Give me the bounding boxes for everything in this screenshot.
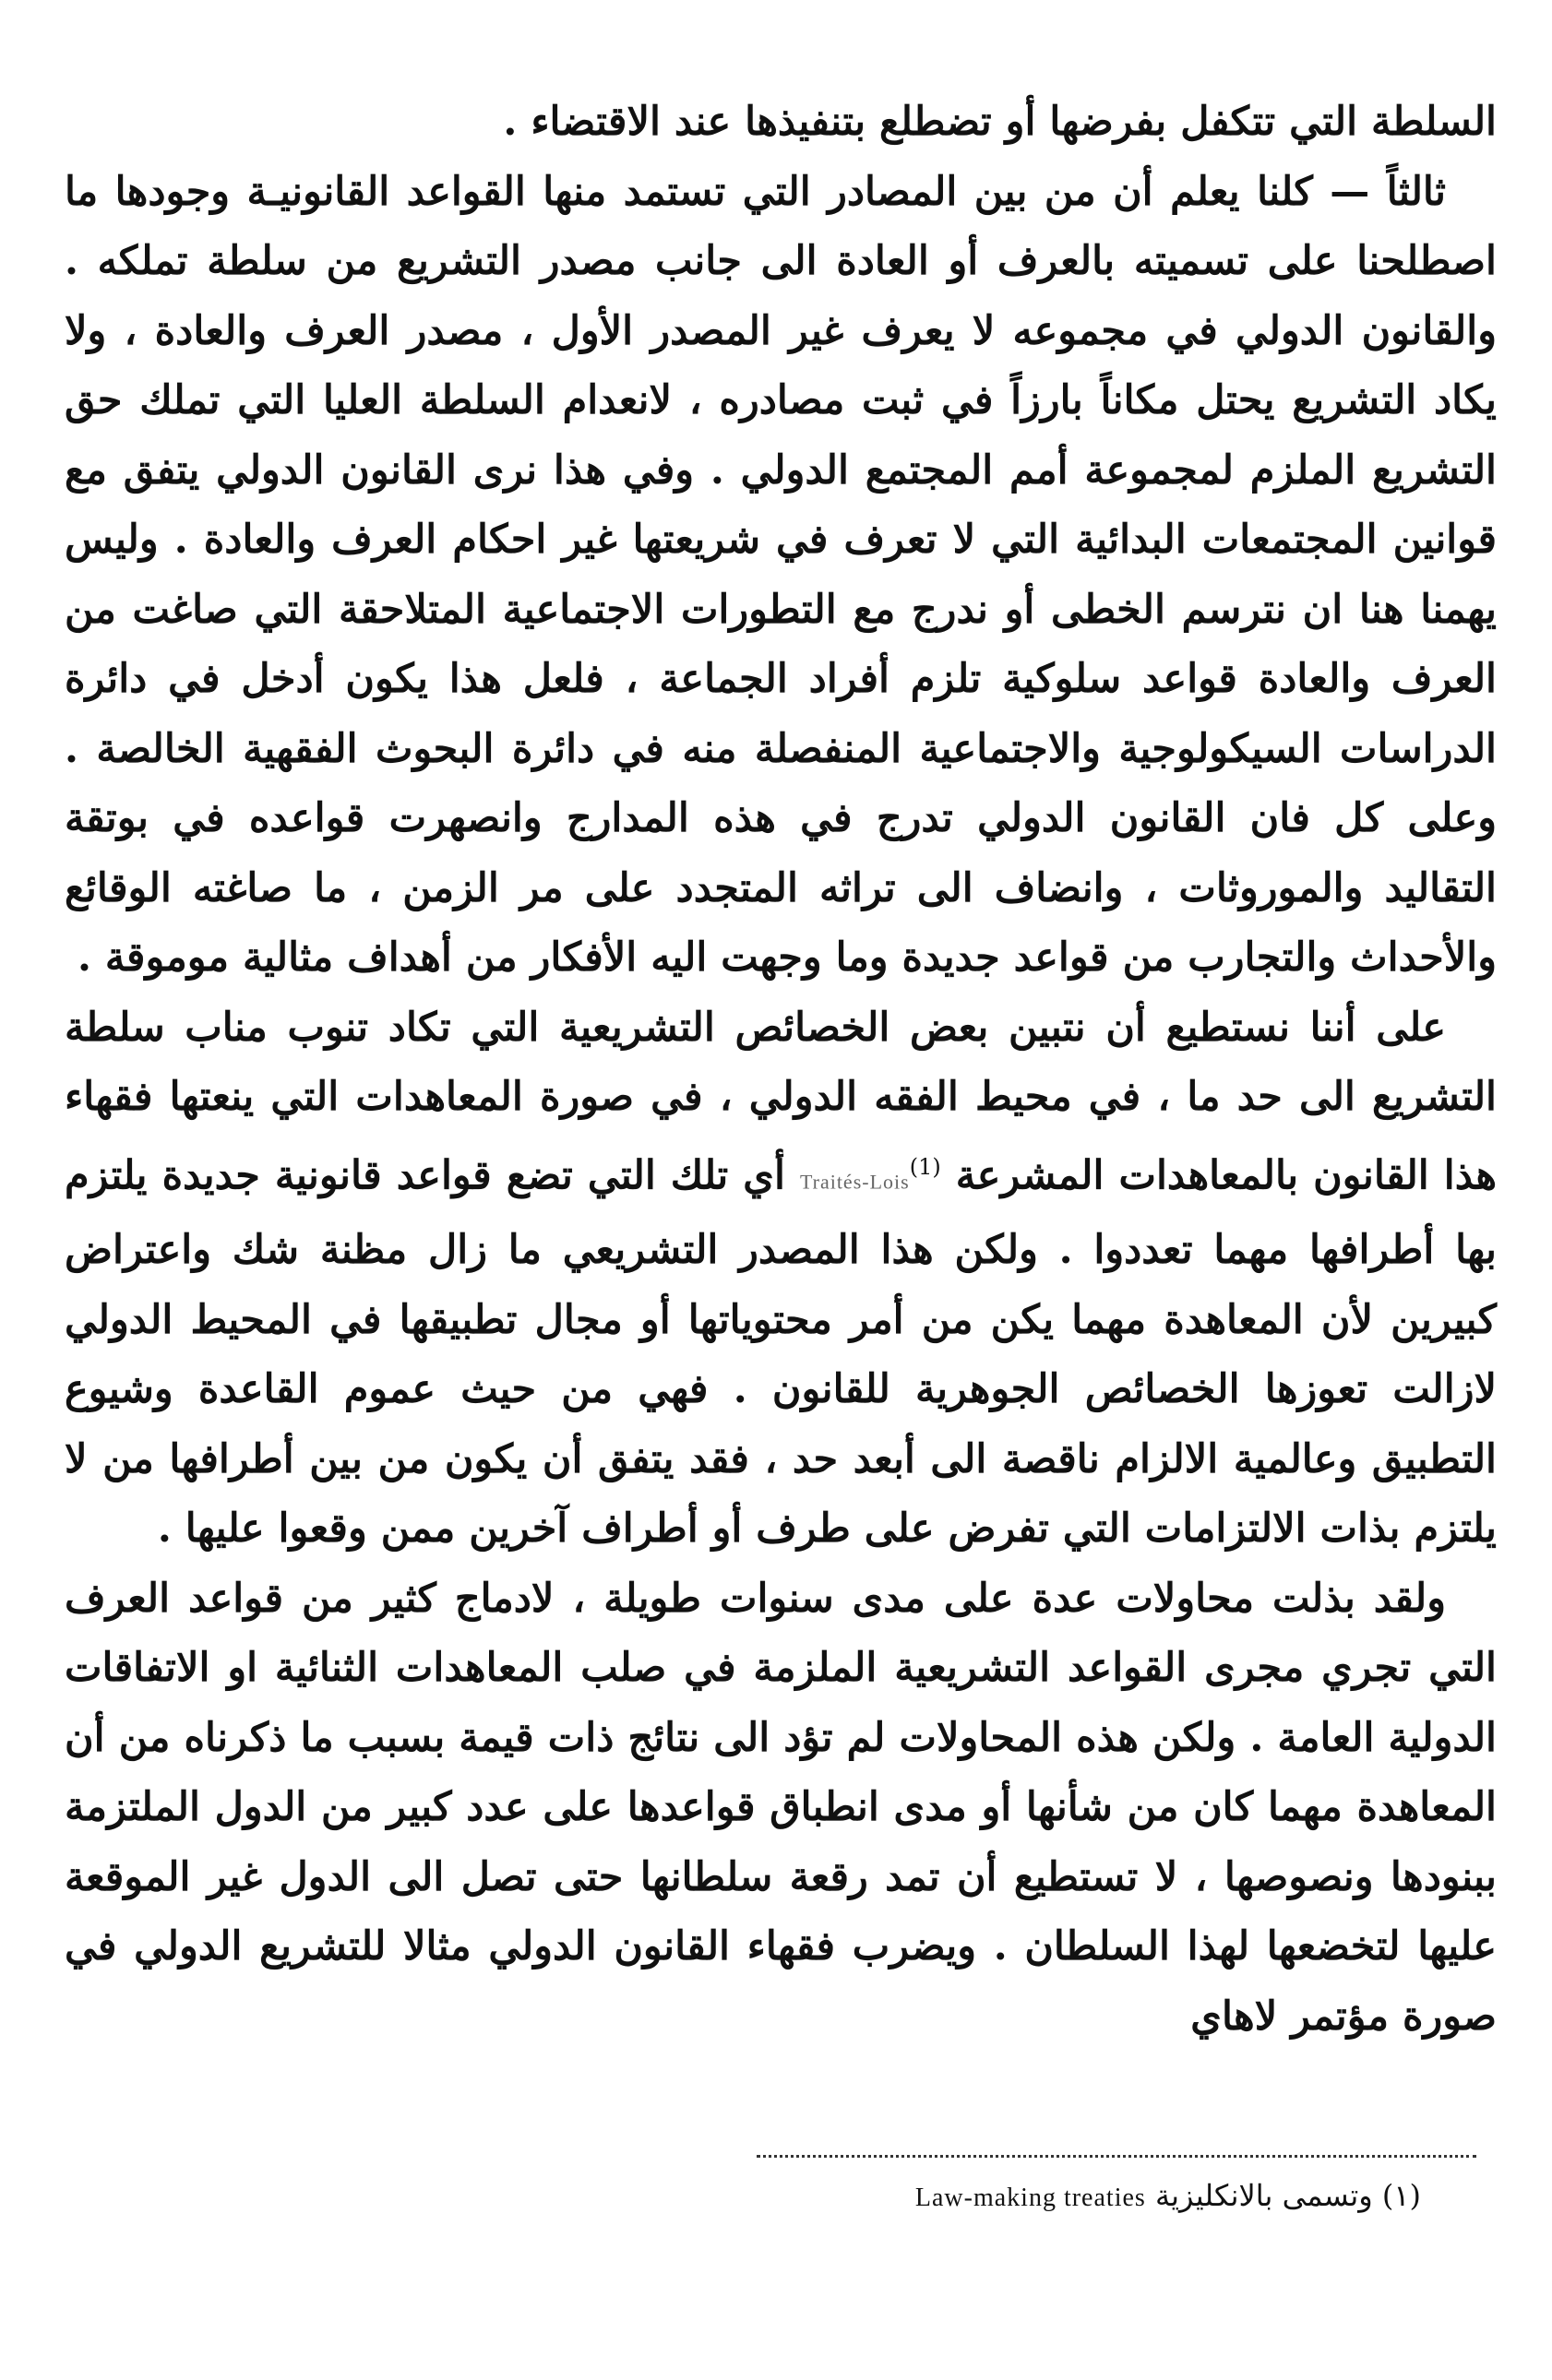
paragraph-text: السلطة التي تتكفل بفرضها أو تضطلع بتنفيذها عند الاقتضاء . bbox=[503, 99, 1497, 145]
paragraph bbox=[65, 1565, 1497, 2053]
footnote-marker: (١) bbox=[1381, 2178, 1421, 2213]
footnote-arabic: وتسمى بالانكليزية bbox=[1154, 2178, 1373, 2213]
footnote-reference: (1) bbox=[909, 1153, 941, 1180]
paragraph-text: أي تلك التي تضع قواعد قانونية جديدة يلتزم بها أطرافها مهما تعددوا . ولكن هذا المصدر التشريعي ما زال مظنة شك واعتراض كبيرين لأن المعاهدة مهما يكن من أمر محتوياتها أو مجال تطبيقها في المحيط الدولي لازالت تعوزها الخصائص الجوهرية للقانون . فهي من حيث عموم القاعدة وشيوع التطبيق وعالمية الالزام ناقصة الى أبعد حد ، فقد يتفق أن يكون من بين أطرافها من لا يلتزم بذات الالتزامات التي تفرض على طرف أو أطراف آخرين ممن وقعوا عليها . bbox=[65, 1151, 1497, 1553]
footnote bbox=[720, 2175, 1421, 2219]
paragraph-text: على أننا نستطيع أن نتبين بعض الخصائص التشريعية التي تكاد تنوب مناب سلطة التشريع الى حد ما ، في محيط الفقه الدولي ، في صورة المعاهدات التي ينعتها فقهاء هذا القانون بالمعاهدات المشرعة bbox=[65, 1004, 1497, 1198]
paragraph bbox=[65, 88, 1497, 158]
paragraph bbox=[65, 158, 1497, 994]
main-text bbox=[65, 88, 1497, 2052]
paragraph bbox=[65, 994, 1497, 1565]
footnote-separator bbox=[757, 2155, 1476, 2158]
paragraph-text: ثالثاً — كلنا يعلم أن من بين المصادر التي تستمد منها القواعد القانونيـة وجودها ما اصطلحنا على تسميته بالعرف أو العادة الى جانب مصدر التشريع من سلطة تملكه . والقانون الدولي في مجموعه لا يعرف غير المصدر الأول ، مصدر العرف والعادة ، ولا يكاد التشريع يحتل مكاناً بارزاً في ثبت مصادره ، لانعدام السلطة العليا التي تملك حق التشريع الملزم لمجموعة أمم المجتمع الدولي . وفي هذا نرى القانون الدولي يتفق مع قوانين المجتمعات البدائية التي لا تعرف في شريعتها غير احكام العرف والعادة . وليس يهمنا هنا ان نترسم الخطى أو ندرج مع التطورات الاجتماعية المتلاحقة التي صاغت من العرف والعادة قواعد سلوكية تلزم أفراد الجماعة ، فلعل هذا يكون أدخل في دائرة الدراسات السيكولوجية والاجتماعية المنفصلة منه في دائرة البحوث الفقهية الخالصة . وعلى كل فان القانون الدولي تدرج في هذه المدارج وانصهرت قواعده في بوتقة التقاليد والموروثات ، وانضاف الى تراثه المتجدد على مر الزمن ، ما صاغته الوقائع والأحداث والتجارب من قواعد جديدة وما وجهت اليه الأفكار من أهداف مثالية موموقة . bbox=[65, 168, 1497, 981]
footnote-latin: Law-making treaties bbox=[914, 2184, 1146, 2212]
paragraph-text: ولقد بذلت محاولات عدة على مدى سنوات طويلة ، لادماج كثير من قواعد العرف التي تجري مجرى القواعد التشريعية الملزمة في صلب المعاهدات الثنائية او الاتفاقات الدولية العامة . ولكن هذه المحاولات لم تؤد الى نتائج ذات قيمة بسبب ما ذكرناه من أن المعاهدة مهما كان من شأنها أو مدى انطباق قواعدها على عدد كبير من الدول الملتزمة ببنودها ونصوصها ، لا تستطيع أن تمد رقعة سلطانها حتى تصل الى الدول غير الموقعة عليها لتخضعها لهذا السلطان . ويضرب فقهاء القانون الدولي مثالا للتشريع الدولي في صورة مؤتمر لاهاي bbox=[65, 1575, 1497, 2040]
latin-term: Traités-Lois bbox=[799, 1169, 910, 1193]
